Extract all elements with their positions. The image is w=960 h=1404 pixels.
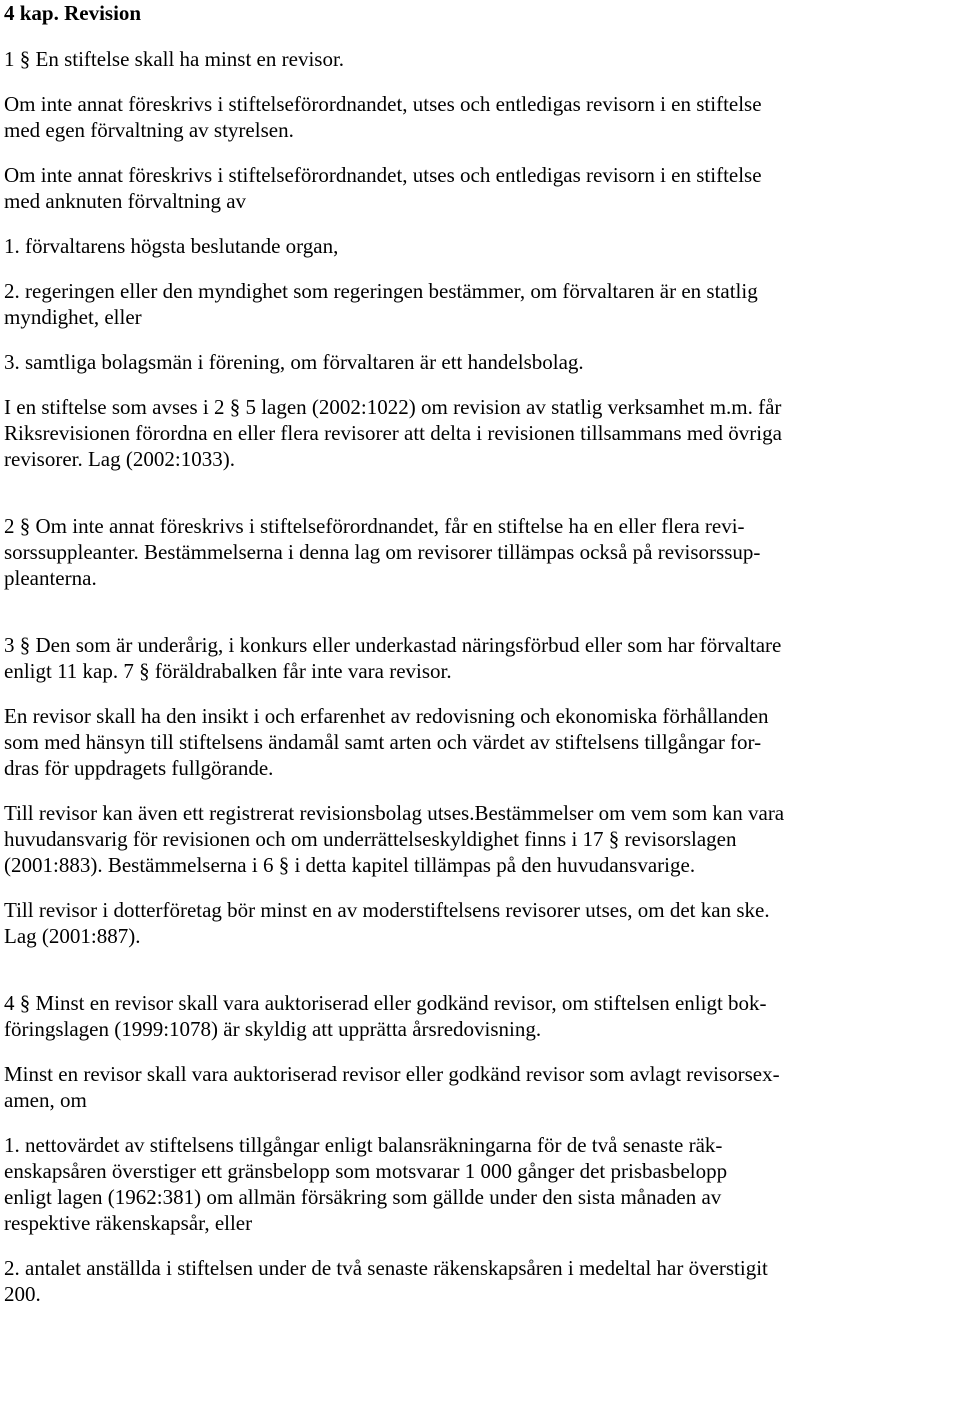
section-3-revisionsbolag-paragraph: Till revisor kan även ett registrerat revisionsbolag utses.Bestämmelser om vem som kan vara huvudansvarig för revisionen och om underrättelseskyldighet finns i 17 § revisorslagen (2001:883). Bestämmelserna i 6 § i detta kapitel tillämpas på den huvudansvarige. xyxy=(4,801,785,877)
section-4-list-item-1: 1. nettovärdet av stiftelsens tillgångar enligt balansräkningarna för de två senaste räk- enskapsåren överstiger ett gränsbelopp som motsvarar 1 000 gånger det prisbasbelopp enligt lagen (1962:381) om allmän försäkring som gällde under den sista månaden av respektive räkenskapsår, eller xyxy=(4,1133,728,1235)
list-item-3: 3. samtliga bolagsmän i förening, om förvaltaren är ett handelsbolag. xyxy=(4,350,584,374)
section-4-list-item-2: 2. antalet anställda i stiftelsen under de två senaste räkenskapsåren i medeltal har överstigit 200. xyxy=(4,1256,768,1306)
paragraph-1-2: Om inte annat föreskrivs i stiftelseförordnandet, utses och entledigas revisorn i en stiftelse med egen förvaltning av styrelsen. xyxy=(4,92,762,142)
paragraph-1-3: Om inte annat föreskrivs i stiftelseförordnandet, utses och entledigas revisorn i en stiftelse med anknuten förvaltning av xyxy=(4,163,762,213)
section-3-paragraph: 3 § Den som är underårig, i konkurs eller underkastad näringsförbud eller som har förvaltare enligt 11 kap. 7 § föräldrabalken får inte vara revisor. xyxy=(4,633,782,683)
paragraph-1-riksrevisionen: I en stiftelse som avses i 2 § 5 lagen (2002:1022) om revision av statlig verksamhet m.m. får Riksrevisionen förordna en eller flera revisorer att delta i revisionen tillsammans med övriga revisorer. Lag (2002:1033). xyxy=(4,395,782,471)
list-item-2: 2. regeringen eller den myndighet som regeringen bestämmer, om förvaltaren är en statlig myndighet, eller xyxy=(4,279,758,329)
chapter-heading: 4 kap. Revision xyxy=(4,1,142,25)
list-item-1: 1. förvaltarens högsta beslutande organ, xyxy=(4,234,339,258)
section-3-dotterforetag-paragraph: Till revisor i dotterföretag bör minst en av moderstiftelsens revisorer utses, om det kan ske. Lag (2001:887). xyxy=(4,898,770,948)
section-4-auktoriserad-paragraph: Minst en revisor skall vara auktoriserad revisor eller godkänd revisor som avlagt revisorsex- amen, om xyxy=(4,1062,780,1112)
section-2-paragraph: 2 § Om inte annat föreskrivs i stiftelseförordnandet, får en stiftelse ha en eller flera revi- sorssuppleanter. Bestämmelserna i denna lag om revisorer tillämpas också på revisorssup- pleanterna. xyxy=(4,514,761,590)
section-4-paragraph: 4 § Minst en revisor skall vara auktoriserad eller godkänd revisor, om stiftelsen enligt bok- föringslagen (1999:1078) är skyldig att upprätta årsredovisning. xyxy=(4,991,767,1041)
section-3-insight-paragraph: En revisor skall ha den insikt i och erfarenhet av redovisning och ekonomiska förhållanden som med hänsyn till stiftelsens ändamål samt arten och värdet av stiftelsens tillgångar for- dras för uppdragets fullgörande. xyxy=(4,704,769,780)
document-page xyxy=(4,0,954,1326)
paragraph-1-1: 1 § En stiftelse skall ha minst en revisor. xyxy=(4,47,345,71)
